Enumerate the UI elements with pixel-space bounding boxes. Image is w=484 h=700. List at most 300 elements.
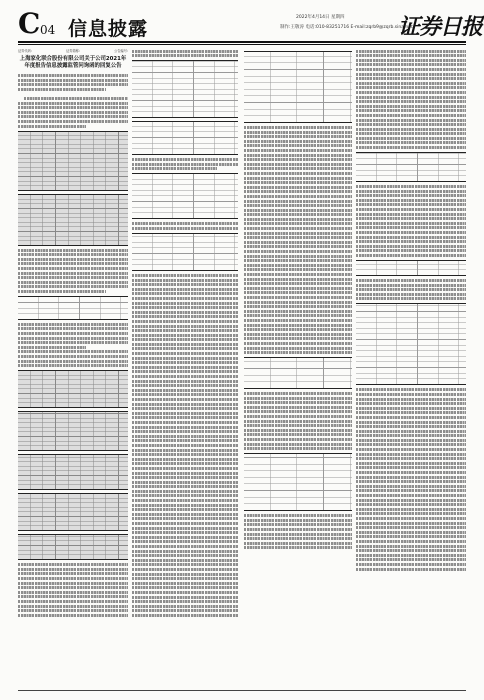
text-line	[244, 392, 352, 395]
data-table	[356, 303, 466, 385]
text-line	[132, 416, 238, 419]
text-line	[132, 435, 238, 438]
page-letter: C	[18, 7, 41, 40]
header-rule	[18, 41, 466, 43]
text-line	[132, 568, 238, 571]
text-line	[132, 398, 238, 401]
text-line	[356, 416, 466, 419]
article-body	[18, 48, 466, 688]
text-line	[18, 350, 128, 353]
text-line	[244, 264, 352, 267]
text-line	[356, 100, 466, 103]
text-line	[356, 402, 466, 405]
text-line	[18, 115, 128, 118]
header-rule-thin	[18, 44, 466, 45]
text-line	[132, 531, 238, 534]
text-line	[18, 88, 106, 91]
data-table	[244, 357, 352, 389]
text-line	[132, 274, 238, 277]
text-line	[356, 190, 466, 193]
footer-rule	[18, 690, 466, 691]
text-line	[244, 528, 352, 531]
text-line	[132, 288, 238, 291]
text-line	[244, 190, 352, 193]
text-line	[132, 481, 238, 484]
text-line	[244, 222, 352, 225]
text-line	[244, 406, 352, 409]
text-line	[244, 131, 352, 134]
text-line	[356, 185, 466, 188]
text-line	[244, 328, 352, 331]
data-table	[244, 51, 352, 123]
text-line	[356, 568, 466, 571]
text-line	[244, 163, 352, 166]
text-line	[132, 490, 238, 493]
text-line	[356, 489, 466, 492]
text-line	[356, 421, 466, 424]
text-line	[18, 102, 128, 105]
text-line	[132, 412, 238, 415]
newspaper-logo: 证券日报	[398, 14, 483, 40]
text-line	[18, 346, 86, 349]
text-line	[244, 172, 352, 175]
text-line	[18, 262, 128, 265]
text-line	[356, 82, 466, 85]
text-line	[244, 181, 352, 184]
text-line	[132, 384, 238, 387]
text-line	[244, 154, 352, 157]
text-line	[244, 537, 352, 540]
text-line	[18, 595, 128, 598]
text-line	[244, 305, 352, 308]
text-line	[132, 554, 238, 557]
text-line	[356, 132, 466, 135]
text-line	[132, 343, 238, 346]
text-line	[356, 430, 466, 433]
text-line	[356, 388, 466, 391]
text-line	[132, 586, 238, 589]
text-line	[244, 268, 352, 271]
data-table	[18, 454, 128, 490]
text-line	[244, 186, 352, 189]
text-line	[132, 279, 238, 282]
text-line	[132, 550, 238, 553]
text-line	[18, 267, 128, 270]
text-line	[244, 333, 352, 336]
text-line	[132, 513, 238, 516]
text-line	[244, 319, 352, 322]
text-line	[132, 605, 238, 608]
text-line	[132, 366, 238, 369]
text-line	[132, 50, 238, 53]
text-line	[244, 433, 352, 436]
notice-codes	[18, 48, 128, 53]
text-line	[244, 397, 352, 400]
data-table	[356, 260, 466, 276]
text-line	[132, 361, 238, 364]
text-line	[356, 540, 466, 543]
text-line	[132, 430, 238, 433]
text-line	[356, 231, 466, 234]
text-line	[356, 522, 466, 525]
text-line	[18, 332, 128, 335]
text-line	[132, 614, 238, 617]
text-line	[244, 438, 352, 441]
text-line	[132, 458, 238, 461]
text-line	[244, 135, 352, 138]
text-line	[244, 167, 352, 170]
text-line	[356, 199, 466, 202]
text-line	[356, 123, 466, 126]
text-line	[356, 208, 466, 211]
text-line	[356, 63, 466, 66]
text-line	[132, 596, 238, 599]
text-line	[356, 249, 466, 252]
text-line	[356, 407, 466, 410]
text-line	[132, 403, 238, 406]
text-line	[356, 297, 466, 300]
text-line	[244, 218, 352, 221]
text-line	[18, 609, 128, 612]
text-line	[132, 315, 238, 318]
text-line	[244, 177, 352, 180]
text-line	[244, 144, 352, 147]
text-line	[244, 424, 352, 427]
text-line	[356, 279, 466, 282]
text-line	[244, 213, 352, 216]
text-line	[18, 285, 128, 288]
text-line	[18, 586, 128, 589]
text-line	[244, 351, 352, 354]
text-line	[244, 140, 352, 143]
text-line	[18, 253, 128, 256]
text-line	[132, 297, 238, 300]
text-line	[356, 68, 466, 71]
text-line	[132, 292, 238, 295]
text-line	[18, 563, 128, 566]
stock-name-label: 证券简称:	[66, 49, 80, 53]
text-line	[356, 128, 466, 131]
text-line	[244, 227, 352, 230]
text-line	[356, 73, 466, 76]
text-line	[356, 245, 466, 248]
section-title: 信息披露	[68, 18, 149, 40]
text-line	[356, 146, 466, 149]
text-line	[132, 517, 238, 520]
text-line	[132, 545, 238, 548]
text-line	[356, 554, 466, 557]
text-line	[132, 352, 238, 355]
text-line	[244, 514, 352, 517]
text-line	[18, 364, 128, 367]
text-line	[244, 232, 352, 235]
text-line	[132, 449, 238, 452]
text-line	[244, 447, 352, 450]
text-line	[18, 106, 128, 109]
text-line	[244, 420, 352, 423]
text-line	[356, 203, 466, 206]
text-line	[356, 512, 466, 515]
data-table	[18, 493, 128, 531]
text-line	[18, 272, 128, 275]
text-line	[132, 426, 238, 429]
column-4	[356, 48, 466, 688]
text-line	[18, 111, 128, 114]
text-line	[244, 287, 352, 290]
text-line	[132, 609, 238, 612]
data-table	[18, 411, 128, 451]
text-line	[356, 226, 466, 229]
text-line	[132, 302, 238, 305]
text-line	[244, 415, 352, 418]
text-line	[132, 222, 238, 225]
text-line	[356, 443, 466, 446]
text-line	[244, 241, 352, 244]
text-line	[356, 222, 466, 225]
text-line	[356, 86, 466, 89]
text-line	[244, 429, 352, 432]
text-line	[356, 517, 466, 520]
text-line	[18, 360, 128, 363]
text-line	[356, 240, 466, 243]
text-line	[356, 114, 466, 117]
notice-number-label: 公告编号:	[114, 49, 128, 53]
text-line	[244, 519, 352, 522]
text-line	[18, 276, 128, 279]
text-line	[244, 149, 352, 152]
text-line	[132, 504, 238, 507]
text-line	[132, 439, 238, 442]
text-line	[132, 338, 238, 341]
text-line	[132, 573, 238, 576]
text-line	[356, 217, 466, 220]
data-table	[356, 152, 466, 182]
text-line	[244, 245, 352, 248]
text-line	[132, 444, 238, 447]
text-line	[356, 531, 466, 534]
text-line	[132, 375, 238, 378]
text-line	[356, 526, 466, 529]
text-line	[244, 314, 352, 317]
issue-date: 2022年4月14日 星期四	[296, 15, 345, 20]
text-line	[356, 50, 466, 53]
stock-code-label: 证券代码:	[18, 49, 32, 53]
text-line	[244, 546, 352, 549]
text-line	[132, 283, 238, 286]
column-3	[244, 48, 352, 688]
text-line	[18, 74, 128, 77]
text-line	[356, 105, 466, 108]
text-line	[244, 533, 352, 536]
text-line	[356, 457, 466, 460]
text-line	[356, 137, 466, 140]
text-line	[244, 347, 352, 350]
text-line	[356, 480, 466, 483]
text-line	[132, 311, 238, 314]
text-line	[132, 485, 238, 488]
text-line	[244, 236, 352, 239]
text-line	[132, 591, 238, 594]
text-line	[132, 389, 238, 392]
text-line	[356, 96, 466, 99]
text-line	[356, 288, 466, 291]
text-line	[356, 293, 466, 296]
text-line	[18, 281, 128, 284]
text-line	[132, 357, 238, 360]
text-line	[356, 141, 466, 144]
data-table	[132, 173, 238, 219]
text-line	[18, 600, 128, 603]
text-line	[356, 54, 466, 57]
text-line	[244, 542, 352, 545]
text-line	[132, 227, 238, 230]
text-line	[18, 355, 128, 358]
text-line	[132, 306, 238, 309]
text-line	[18, 323, 128, 326]
text-line	[132, 508, 238, 511]
masthead	[0, 0, 484, 44]
text-line	[132, 158, 238, 161]
data-table	[244, 453, 352, 511]
text-line	[244, 291, 352, 294]
text-line	[244, 296, 352, 299]
text-line	[18, 125, 86, 128]
text-line	[356, 393, 466, 396]
text-line	[244, 410, 352, 413]
text-line	[132, 421, 238, 424]
text-line	[18, 591, 128, 594]
text-line	[356, 549, 466, 552]
data-table	[132, 233, 238, 271]
text-line	[18, 572, 128, 575]
text-line	[18, 120, 128, 123]
text-line	[356, 494, 466, 497]
text-line	[132, 522, 238, 525]
text-line	[244, 273, 352, 276]
text-line	[356, 466, 466, 469]
text-line	[132, 540, 238, 543]
text-line	[18, 290, 106, 293]
text-line	[18, 568, 128, 571]
text-line	[356, 411, 466, 414]
text-line	[132, 582, 238, 585]
text-line	[356, 213, 466, 216]
text-line	[244, 259, 352, 262]
text-line	[132, 167, 217, 170]
text-line	[18, 327, 128, 330]
text-line	[132, 494, 238, 497]
text-line	[356, 439, 466, 442]
text-line	[132, 600, 238, 603]
text-line	[18, 605, 128, 608]
text-line	[18, 614, 128, 617]
page-number: 04	[40, 23, 56, 37]
text-line	[132, 54, 238, 57]
text-line	[132, 499, 238, 502]
text-line	[356, 462, 466, 465]
text-line	[356, 91, 466, 94]
text-line	[244, 158, 352, 161]
text-line	[132, 347, 238, 350]
text-line	[18, 337, 128, 340]
text-line	[244, 337, 352, 340]
text-line	[132, 329, 238, 332]
text-line	[356, 236, 466, 239]
text-line	[356, 485, 466, 488]
text-line	[132, 325, 238, 328]
text-line	[132, 334, 238, 337]
text-line	[132, 320, 238, 323]
text-line	[244, 195, 352, 198]
text-line	[18, 341, 128, 344]
text-line	[244, 523, 352, 526]
text-line	[132, 467, 238, 470]
text-line	[244, 250, 352, 253]
text-line	[244, 209, 352, 212]
text-line	[356, 254, 466, 257]
text-line	[244, 310, 352, 313]
text-line	[356, 119, 466, 122]
text-line	[132, 559, 238, 562]
data-table	[132, 121, 238, 155]
text-line	[356, 471, 466, 474]
text-line	[132, 380, 238, 383]
text-line	[244, 255, 352, 258]
data-table	[18, 370, 128, 408]
text-line	[18, 249, 128, 252]
text-line	[356, 425, 466, 428]
data-table	[132, 60, 238, 118]
text-line	[356, 563, 466, 566]
text-line	[356, 453, 466, 456]
text-line	[244, 301, 352, 304]
text-line	[356, 503, 466, 506]
text-line	[244, 200, 352, 203]
text-line	[132, 393, 238, 396]
text-line	[356, 398, 466, 401]
text-line	[356, 59, 466, 62]
text-line	[244, 324, 352, 327]
notice-title: 上海家化联合股份有限公司关于公司2021年年度报告信息披露监管问询函的回复公告	[19, 56, 127, 69]
text-line	[244, 282, 352, 285]
column-1	[18, 48, 128, 688]
text-line	[244, 443, 352, 446]
text-line	[132, 527, 238, 530]
text-line	[132, 453, 238, 456]
text-line	[244, 401, 352, 404]
text-line	[356, 448, 466, 451]
text-line	[356, 558, 466, 561]
text-line	[24, 97, 128, 100]
text-line	[356, 194, 466, 197]
text-line	[132, 476, 238, 479]
text-line	[356, 508, 466, 511]
text-line	[356, 476, 466, 479]
text-line	[132, 370, 238, 373]
text-line	[132, 462, 238, 465]
text-line	[132, 536, 238, 539]
text-line	[18, 577, 128, 580]
data-table	[18, 131, 128, 191]
text-line	[356, 535, 466, 538]
column-2	[132, 48, 238, 688]
text-line	[356, 109, 466, 112]
text-line	[356, 545, 466, 548]
text-line	[356, 434, 466, 437]
text-line	[244, 342, 352, 345]
text-line	[18, 83, 128, 86]
text-line	[132, 163, 238, 166]
